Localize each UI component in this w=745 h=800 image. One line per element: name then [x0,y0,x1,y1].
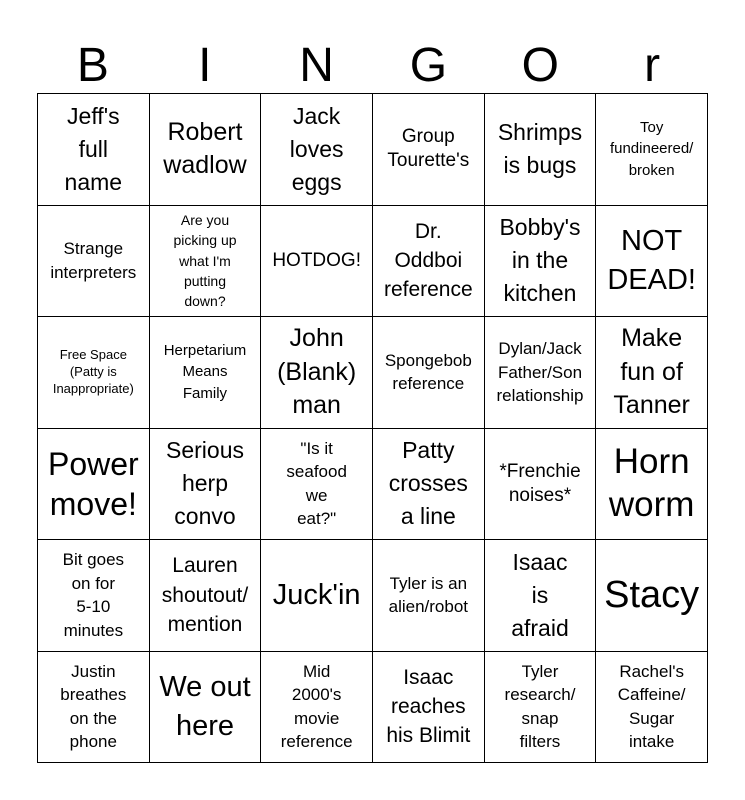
bingo-cell[interactable] [596,540,708,652]
bingo-cell[interactable] [261,652,373,764]
cell-text: Toy fundineered/ broken [609,118,694,180]
bingo-cell[interactable] [150,540,262,652]
cell-text: Mid 2000's movie reference [280,661,353,752]
cell-text: Lauren shoutout/ mention [161,554,249,636]
cell-text: Free Space (Patty is Inappropriate) [52,346,134,396]
cell-text: Bit goes on for 5-10 minutes [62,550,125,640]
cell-text: Spongebob reference [384,350,472,394]
bingo-cell[interactable] [485,429,597,541]
bingo-board [37,93,708,763]
cell-text: Strange interpreters [50,239,137,282]
bingo-cell[interactable] [38,652,150,764]
bingo-cell[interactable] [373,540,485,652]
cell-text: Power move! [47,445,139,522]
bingo-cell[interactable] [485,317,597,429]
bingo-cell[interactable] [485,94,597,206]
bingo-cell[interactable] [150,652,262,764]
bingo-cell[interactable] [150,317,262,429]
bingo-cell[interactable] [150,429,262,541]
bingo-cell[interactable] [150,206,262,318]
cell-text: Serious herp convo [166,437,244,530]
cell-text: We out here [159,671,251,742]
cell-text: Herpetarium Means Family [163,341,247,403]
cell-text: Shrimps is bugs [497,119,583,179]
cell-text: HOTDOG! [272,249,361,271]
bingo-cell[interactable] [261,429,373,541]
cell-text: Isaac reaches his Blimit [386,665,471,748]
cell-text: Make fun of Tanner [613,324,690,419]
cell-text: Patty crosses a line [388,437,468,530]
cell-text: Rachel's Caffeine/ Sugar intake [617,661,686,752]
bingo-cell[interactable] [38,317,150,429]
bingo-cell[interactable] [373,652,485,764]
bingo-cell[interactable] [38,429,150,541]
cell-text: Stacy [604,574,700,617]
header-letter-b: B [76,39,109,92]
cell-text: Are you picking up what I'm putting down? [173,212,237,310]
header-letter-i: I [198,39,212,92]
cell-text: Jeff's full name [64,102,123,195]
bingo-header [37,38,708,94]
bingo-cell[interactable] [485,206,597,318]
bingo-cell[interactable] [38,206,150,318]
bingo-cell[interactable] [373,206,485,318]
cell-text: John (Blank) man [277,324,357,419]
cell-text: Dr. Oddboi reference [383,219,473,302]
bingo-cell[interactable] [485,540,597,652]
header-letter-o: O [521,39,559,92]
bingo-cell[interactable] [261,206,373,318]
bingo-cell[interactable] [373,429,485,541]
bingo-cell[interactable] [150,94,262,206]
cell-text: Bobby's in the kitchen [499,214,581,307]
cell-text: Tyler is an alien/robot [388,573,469,617]
bingo-cell[interactable] [261,94,373,206]
cell-text: Jack loves eggs [289,102,344,195]
header-letter-g: G [409,39,448,92]
cell-text: Justin breathes on the phone [60,661,127,752]
bingo-cell[interactable] [38,540,150,652]
cell-text: Tyler research/ snap filters [504,661,576,752]
cell-text: NOT DEAD! [607,225,696,296]
bingo-cell[interactable] [485,652,597,764]
cell-text: Robert wadlow [163,118,247,180]
bingo-cell[interactable] [596,94,708,206]
cell-text: Group Tourette's [387,126,470,172]
cell-text: Juck'in [272,579,361,612]
cell-text: *Frenchie noises* [499,460,581,506]
bingo-cell[interactable] [596,206,708,318]
header-letter-n: N [299,39,334,92]
bingo-cell[interactable] [596,317,708,429]
cell-text: Dylan/Jack Father/Son relationship [496,339,584,405]
bingo-cell[interactable] [261,540,373,652]
bingo-cell[interactable] [373,317,485,429]
bingo-cell[interactable] [261,317,373,429]
header-letter-r: r [644,39,661,92]
cell-text: Isaac is afraid [511,548,569,641]
bingo-cell[interactable] [373,94,485,206]
bingo-cell[interactable] [596,652,708,764]
bingo-cell[interactable] [38,94,150,206]
bingo-cell[interactable] [596,429,708,541]
cell-text: "Is it seafood we eat?" [286,438,347,529]
cell-text: Horn worm [608,442,695,524]
